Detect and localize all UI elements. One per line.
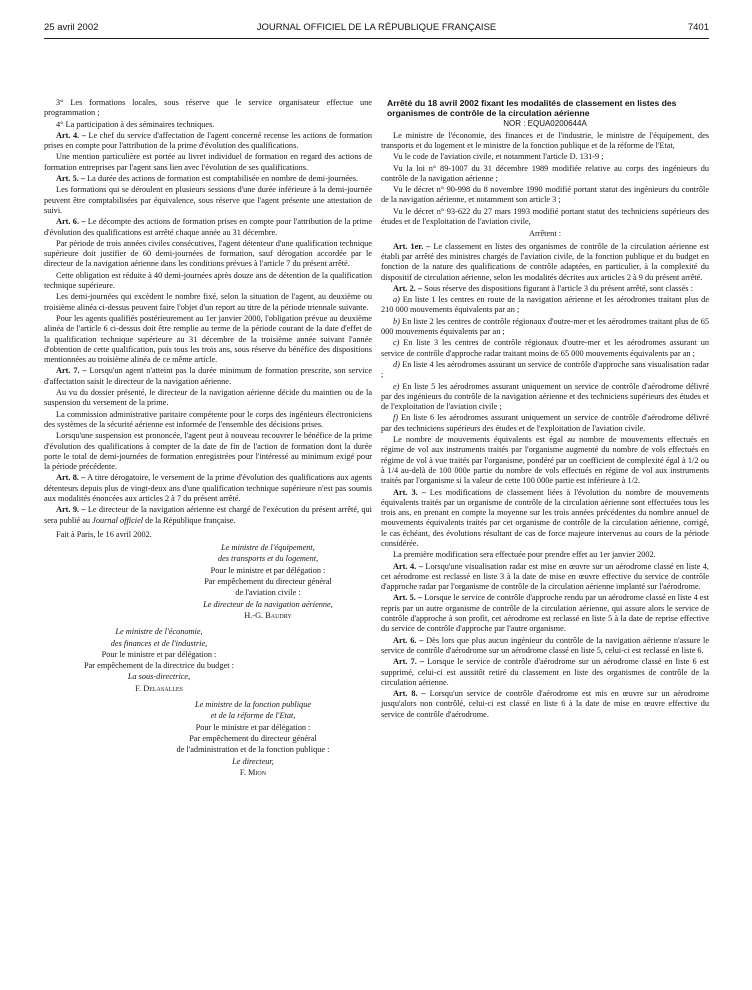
article-6-right: [381, 636, 709, 657]
paragraph: Lorsqu'une suspension est prononcée, l'agent peut à nouveau recouvrer le bénéfice de la prime d'évolution des qualifications à compter de la date de fin de l'action de formation dont la durée porte le total de demi-journées de formation enregistrées pour l'intéressé au minimum exigé pour la période précédente.: [44, 431, 372, 472]
signature-line: de l'aviation civile :: [235, 588, 301, 598]
signature-line: Par empêchement du directeur général: [189, 733, 317, 743]
signature-block-fonction-publique: [134, 700, 372, 778]
page-header: [44, 22, 709, 38]
arretent-heading: Arrêtent :: [528, 229, 562, 239]
list-item: 3° Les formations locales, sous réserve que le service organisateur effectue une programmation ;: [44, 98, 372, 118]
article-label: Art. 5. –: [56, 174, 86, 184]
paragraph: Au vu du dossier présenté, le directeur de la navigation aérienne décide du maintien ou de la suspension du versement de la prime.: [44, 388, 372, 408]
article-text: Lorsque le service de contrôle d'aérodrome sur un aérodrome classé en liste 6 est supprimé, celui-ci est aussitôt retiré du classement en liste des organismes de contrôle de la circulation aérienne.: [381, 657, 709, 687]
signature-line: Le directeur de la navigation aérienne,: [203, 599, 333, 609]
list-text: En liste 1 les centres en route de la navigation aérienne et les aérodromes traitant plus de 210 000 mouvements équivalents par an ;: [381, 295, 709, 315]
paragraph: La première modification sera effectuée pour prendre effet au 1er janvier 2002.: [393, 550, 656, 560]
article-7: [44, 366, 372, 387]
signature-line: Le directeur,: [232, 756, 274, 766]
paragraph: Le nombre de mouvements équivalents est égal au nombre de mouvements effectués en régime de vol aux instruments traités par l'organisme augmenté du nombre de vols effectués en régime de vol à vue traités par l'organisme, pondéré par un coefficient de complexité égal à 1/2 ou à 1/4 au-delà de 100 000e partie du nombre de vols effectués en régime de vol aux instruments traités par l'organisme si la valeur de cette 100 000e partie est inférieure à 1/2.: [381, 435, 709, 486]
signatory-name: F. Mion: [239, 767, 267, 777]
article-text: A titre dérogatoire, le versement de la prime d'évolution des qualifications aux agents détenteurs depuis plus de vingt-deux ans d'une qualification technique supérieure n'est pas soumis aux modalités énoncées aux articles 2 à 7 du présent arrêté.: [44, 473, 372, 503]
date-place: Fait à Paris, le 16 avril 2002.: [56, 529, 152, 539]
paragraph: Par période de trois années civiles consécutives, l'agent détenteur d'une qualification technique supérieure doit justifier de 60 demi-journées de formation, sauf dérogation accordée par le directeur de la navigation aérienne dans les conditions prévues à l'article 7 du présent arrêté.: [44, 238, 372, 269]
article-text: Dès lors que plus aucun ingénieur du contrôle de la navigation aérienne n'assure le service de contrôle d'aérodrome sur un aérodrome classé en liste 5, celui-ci est reclassé en liste 6.: [381, 635, 710, 655]
list-marker: a): [393, 295, 400, 305]
nor-reference: NOR : EQUA0200644A: [503, 119, 587, 129]
paragraph: Les demi-journées qui excèdent le nombre fixé, selon la situation de l'agent, au deuxième ou troisième alinéa ci-dessus peuvent faire l'objet d'un report au titre de la période triennale suivante.: [44, 292, 372, 312]
signature-line: Pour le ministre et par délégation :: [101, 649, 217, 659]
signature-line: Par empêchement du directeur général: [204, 577, 332, 587]
list-item: [381, 295, 709, 316]
header-page-number: 7401: [687, 22, 709, 33]
article-label: Art. 5. –: [393, 593, 423, 603]
article-text: Sous réserve des dispositions figurant à l'article 3 du présent arrêté, sont classés :: [424, 283, 693, 293]
article-8: [44, 473, 372, 504]
article-label: Art. 6. –: [56, 217, 86, 227]
signature-line: de l'administration et de la fonction publique :: [176, 745, 330, 755]
right-column: [381, 98, 709, 721]
list-marker: c): [393, 338, 400, 348]
article-text: Le classement en listes des organismes de contrôle de la circulation aérienne est établi par arrêté des ministres chargés de l'aviation civile, de la fonction publique et du budget en fonction de la nature des qualifications de contrôle adaptées, en particulier, à la complexité du dispositif de circulation aérienne, selon les modalités décrites aux articles 2 à 9 du présent arrêté.: [381, 241, 710, 282]
list-marker: b): [393, 316, 400, 326]
header-rule: [44, 38, 709, 39]
signature-line: Pour le ministre et par délégation :: [195, 722, 311, 732]
signature-line: et de la réforme de l'Etat,: [210, 711, 296, 721]
article-label: Art. 4. –: [56, 130, 86, 140]
article-text: Le directeur de la navigation aérienne est chargé de l'exécution du présent arrêté, qui sera publié au: [44, 505, 372, 525]
article-7-right: [381, 657, 709, 688]
left-column: [44, 98, 372, 779]
article-label: Art. 8. –: [56, 473, 86, 483]
article-label: Art. 7. –: [56, 366, 87, 376]
list-text: En liste 3 les centres de contrôle régionaux d'outre-mer et les aérodromes assurant un service de contrôle d'approche radar traitant moins de 65 000 mouvements équivalents par an ;: [381, 338, 709, 358]
signature-line: Le ministre de l'équipement,: [221, 543, 315, 553]
signature-line: Pour le ministre et par délégation :: [210, 565, 326, 575]
list-item: [381, 317, 709, 338]
article-label: Art. 6. –: [393, 635, 424, 645]
list-text: En liste 2 les centres de contrôle régionaux d'outre-mer et les aérodromes traitant plus de 65 000 mouvements équivalents par an ;: [381, 316, 710, 337]
article-label: Art. 4. –: [393, 561, 423, 571]
signatory-name: H.-G. Baudry: [244, 610, 292, 620]
article-9: [44, 505, 372, 526]
list-item: [381, 413, 709, 434]
paragraph: Les formations qui se déroulent en plusieurs sessions d'une durée inférieure à la demi-journée peuvent être comptabilisées par équivalence, sous réserve que l'agent présente une attestation de suivi.: [44, 185, 372, 215]
header-journal-title: JOURNAL OFFICIEL DE LA RÉPUBLIQUE FRANÇAISE: [256, 22, 497, 33]
paragraph: Vu la loi n° 89-1007 du 31 décembre 1989 modifiée relative au corps des ingénieurs du contrôle de la navigation aérienne ;: [381, 163, 709, 183]
article-text: La durée des actions de formation est comptabilisée en nombre de demi-journées.: [87, 174, 359, 184]
article-text: Le décompte des actions de formation prises en compte pour l'attribution de la prime d'évolution des qualifications est arrêté chaque année au 31 décembre.: [44, 217, 373, 237]
list-item: 4° La participation à des séminaires techniques.: [56, 119, 215, 129]
article-4: [44, 131, 372, 152]
article-5-right: [381, 593, 709, 634]
list-marker: d): [393, 359, 400, 369]
paragraph: Vu le décret n° 93-622 du 27 mars 1993 modifié portant statut des techniciens supérieurs des études et de l'exploitation de l'aviation civile,: [381, 206, 709, 227]
article-1: [381, 242, 709, 283]
list-text: En liste 4 les aérodromes assurant un service de contrôle d'approche sans visualisation radar ;: [381, 359, 710, 380]
article-label: Art. 8. –: [393, 689, 426, 699]
journal-name: Journal officiel: [92, 515, 144, 525]
article-label: Art. 9. –: [56, 505, 86, 515]
signature-block-economie: [44, 627, 274, 694]
article-8-right: [381, 689, 709, 720]
list-item: [381, 382, 709, 413]
article-text: de la République française.: [143, 515, 236, 525]
article-5: [44, 174, 372, 184]
article-6: [44, 217, 372, 238]
article-text: Lorsqu'un service de contrôle d'aérodrome est mis en œuvre sur un aérodrome jusqu'alors non contrôlé, celui-ci est classé en liste 6 à la date de mise en œuvre effective du service de contrôle d'aérodrome.: [381, 689, 710, 719]
article-text: Lorsqu'un agent n'atteint pas la durée minimum de formation prescrite, son service d'affectation saisit le directeur de la navigation aérienne.: [44, 366, 372, 386]
article-text: Les modifications de classement liées à l'évolution du nombre de mouvements équivalents traités par un organisme de contrôle de la circulation aérienne sont effectuées tous les trois ans, en prenant en compte la moyenne sur les trois années précédentes du nombre annuel de mouvements équivalents traités par cet organisme de contrôle de la circulation aérienne, corrigé, le cas échéant, des évolutions résultant de cas de force majeure intervenus au cours de la période considérée.: [381, 487, 710, 548]
article-label: Art. 7. –: [393, 657, 425, 667]
list-item: [381, 360, 709, 381]
list-marker: f): [393, 413, 399, 423]
signature-block-equipement: [164, 543, 372, 621]
paragraph: Cette obligation est réduite à 40 demi-journées après douze ans de détention de la qualification technique supérieure.: [44, 270, 372, 291]
article-label: Art. 3. –: [393, 487, 426, 497]
paragraph: Vu le décret n° 90-998 du 8 novembre 1990 modifié portant statut des ingénieurs du contrôle de la navigation aérienne, et notamment son article 3 ;: [381, 185, 709, 205]
list-item: [381, 338, 709, 359]
signature-line: des finances et de l'industrie,: [110, 638, 208, 648]
article-label: Art. 2. –: [393, 283, 423, 293]
article-3: [381, 488, 709, 550]
signature-line: Le ministre de la fonction publique: [194, 700, 312, 710]
paragraph: Une mention particulière est portée au livret individuel de formation en regard des actions de formation entreprises par l'agent sans lien avec l'évolution de ses qualifications.: [44, 152, 372, 172]
paragraph: Pour les agents qualifiés postérieurement au 1er janvier 2000, l'obligation prévue au deuxième alinéa de l'article 6 ci-dessus doit être remplie au terme de la période courant de la date d'effet de la qualification technique supérieure au 31 décembre de la troisième année suivant l'année d'obtention de cette qualification, puis tous les trois ans, sous réserve du bénéfice des dispositions mentionnées au troisième alinéa de ce même article.: [44, 313, 372, 365]
signature-line: des transports et du logement,: [217, 554, 319, 564]
article-text: Le chef du service d'affectation de l'agent concerné recense les actions de formation prises en compte pour l'attribution de la prime d'évolution des qualifications.: [44, 130, 373, 151]
paragraph: Vu le code de l'aviation civile, et notamment l'article D. 131-9 ;: [393, 152, 604, 162]
list-marker: e): [393, 381, 400, 391]
decree-title: Arrêté du 18 avril 2002 fixant les modalités de classement en listes des organismes de contrôle de la circulation aérienne: [387, 98, 677, 119]
article-label: Art. 1er. –: [393, 241, 431, 251]
signature-line: Le ministre de l'économie,: [115, 627, 203, 637]
signature-line: La sous-directrice,: [127, 672, 191, 682]
paragraph: Le ministre de l'économie, des finances et de l'industrie, le ministre de l'équipement, des transports et du logement et le ministre de la fonction publique et de la réforme de l'Etat,: [381, 130, 709, 150]
article-2: [381, 284, 709, 294]
article-text: Lorsque le service de contrôle d'approche rendu par un aérodrome classé en liste 4 est repris par un autre organisme de contrôle de la circulation aérienne, qui assure alors le service de contrôle d'approche à son profit, cet aérodrome est reclassé en liste 5 à la date de reprise effective du service de contrôle d'approche par l'autre organisme.: [381, 593, 710, 634]
article-4-right: [381, 562, 709, 593]
signature-line: Par empêchement de la directrice du budget :: [84, 661, 234, 671]
header-date: 25 avril 2002: [44, 22, 99, 33]
list-text: En liste 5 les aérodromes assurant uniquement un service de contrôle d'aérodrome délivré par des ingénieurs du contrôle de la navigation aérienne et des techniciens supérieurs des études et de l'exploitation de l'aviation civile ;: [381, 381, 709, 412]
list-text: En liste 6 les aérodromes assurant uniquement un service de contrôle d'aérodrome délivré par des techniciens supérieurs des études et de l'exploitation de l'aviation civile.: [381, 413, 709, 433]
paragraph: La commission administrative paritaire compétente pour le corps des ingénieurs électroniciens des systèmes de la sécurité aérienne est informée de l'ensemble des décisions prises.: [44, 409, 372, 429]
article-text: Lorsqu'une visualisation radar est mise en œuvre sur un aérodrome classé en liste 4, cet aérodrome est reclassé en liste 3 à la date de mise en œuvre effective du service de contrôle d'approche radar par l'organisme de contrôle de la circulation aérienne implanté sur l'aérodrome.: [381, 561, 710, 592]
signatory-name: F. Delasalles: [135, 683, 183, 693]
